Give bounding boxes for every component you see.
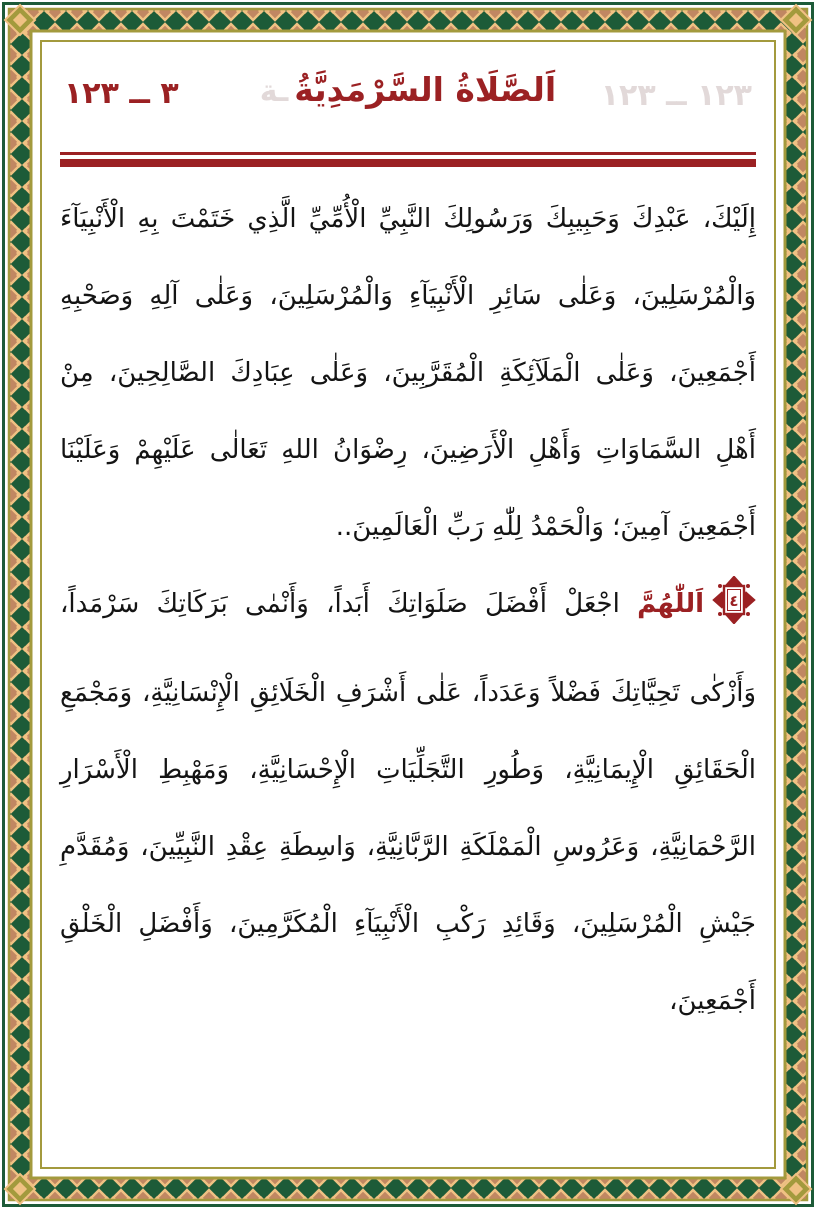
paragraph-text: إِلَيْكَ، عَبْدِكَ وَحَبِيبِكَ وَرَسُولِكَ النَّبِيِّ الْأُمِّيِّ الَّذِي خَتَمْتَ بِهِ الْأَنْبِيَآءَ وَالْمُرْسَلِينَ، وَعَلٰى سَائِرِ الْأَنْبِيَآءِ وَالْمُرْسَلِينَ، وَعَلٰى آلِهِ وَصَحْبِهِ أَجْمَعِينَ، وَعَلٰى الْمَلَآئِكَةِ الْمُقَرَّبِينَ، وَعَلٰى عِبَادِكَ الصَّالِحِينَ، مِنْ أَهْلِ السَّمَاوَاتِ وَأَهْلِ الْأَرَضِينَ، رِضْوَانُ اللهِ تَعَالٰى عَلَيْهِمْ وَعَلَيْنَا أَجْمَعِينَ آمِينَ؛ وَالْحَمْدُ لِلّٰهِ رَبِّ الْعَالَمِينَ.. xyxy=(60,204,756,542)
page-number-label: ٣ ــ ١٢٣ xyxy=(64,76,179,111)
page-header xyxy=(60,46,756,142)
page-title: اَلصَّلَاةُ السَّرْمَدِيَّةُ xyxy=(294,70,557,109)
ayah-number-medallion-icon xyxy=(712,576,756,655)
paragraph-closing-dua xyxy=(60,181,756,566)
paragraph-text: اجْعَلْ أَفْضَلَ صَلَوَاتِكَ أَبَداً، وَأَنْمٰى بَرَكَاتِكَ سَرْمَداً، وَأَزْكٰى تَحِيَّاتِكَ فَضْلاً وَعَدَداً، عَلٰى أَشْرَفِ الْخَلَائِقِ الْإِنْسَانِيَّةِ، وَمَجْمَعِ الْحَقَائِقِ الْإِيمَانِيَّةِ، وَطُورِ التَّجَلِّيَاتِ الْإِحْسَانِيَّةِ، وَمَهْبِطِ الْأَسْرَارِ الرَّحْمَانِيَّةِ، وَعَرُوسِ الْمَمْلَكَةِ الرَّبَّانِيَّةِ، وَاسِطَةِ عِقْدِ النَّبِيِّينَ، وَمُقَدَّمِ جَيْشِ الْمُرْسَلِينَ، وَقَائِدِ رَكْبِ الْأَنْبِيَآءِ الْمُكَرَّمِينَ، وَأَفْضَلِ الْخَلْقِ أَجْمَعِينَ، xyxy=(60,589,756,1016)
ayah-number: ٤ xyxy=(729,592,739,610)
paragraph-salat-4 xyxy=(60,566,756,1040)
allahumma-invocation: اَللّٰهُمَّ xyxy=(637,589,704,619)
prayer-text xyxy=(60,181,756,1040)
title-ghost-print: ـة xyxy=(259,74,289,109)
page-number-watermark: ١٢٣ ــ ١٢٣ xyxy=(600,78,752,113)
header-divider-rule xyxy=(60,152,756,167)
page-content xyxy=(46,46,770,1163)
